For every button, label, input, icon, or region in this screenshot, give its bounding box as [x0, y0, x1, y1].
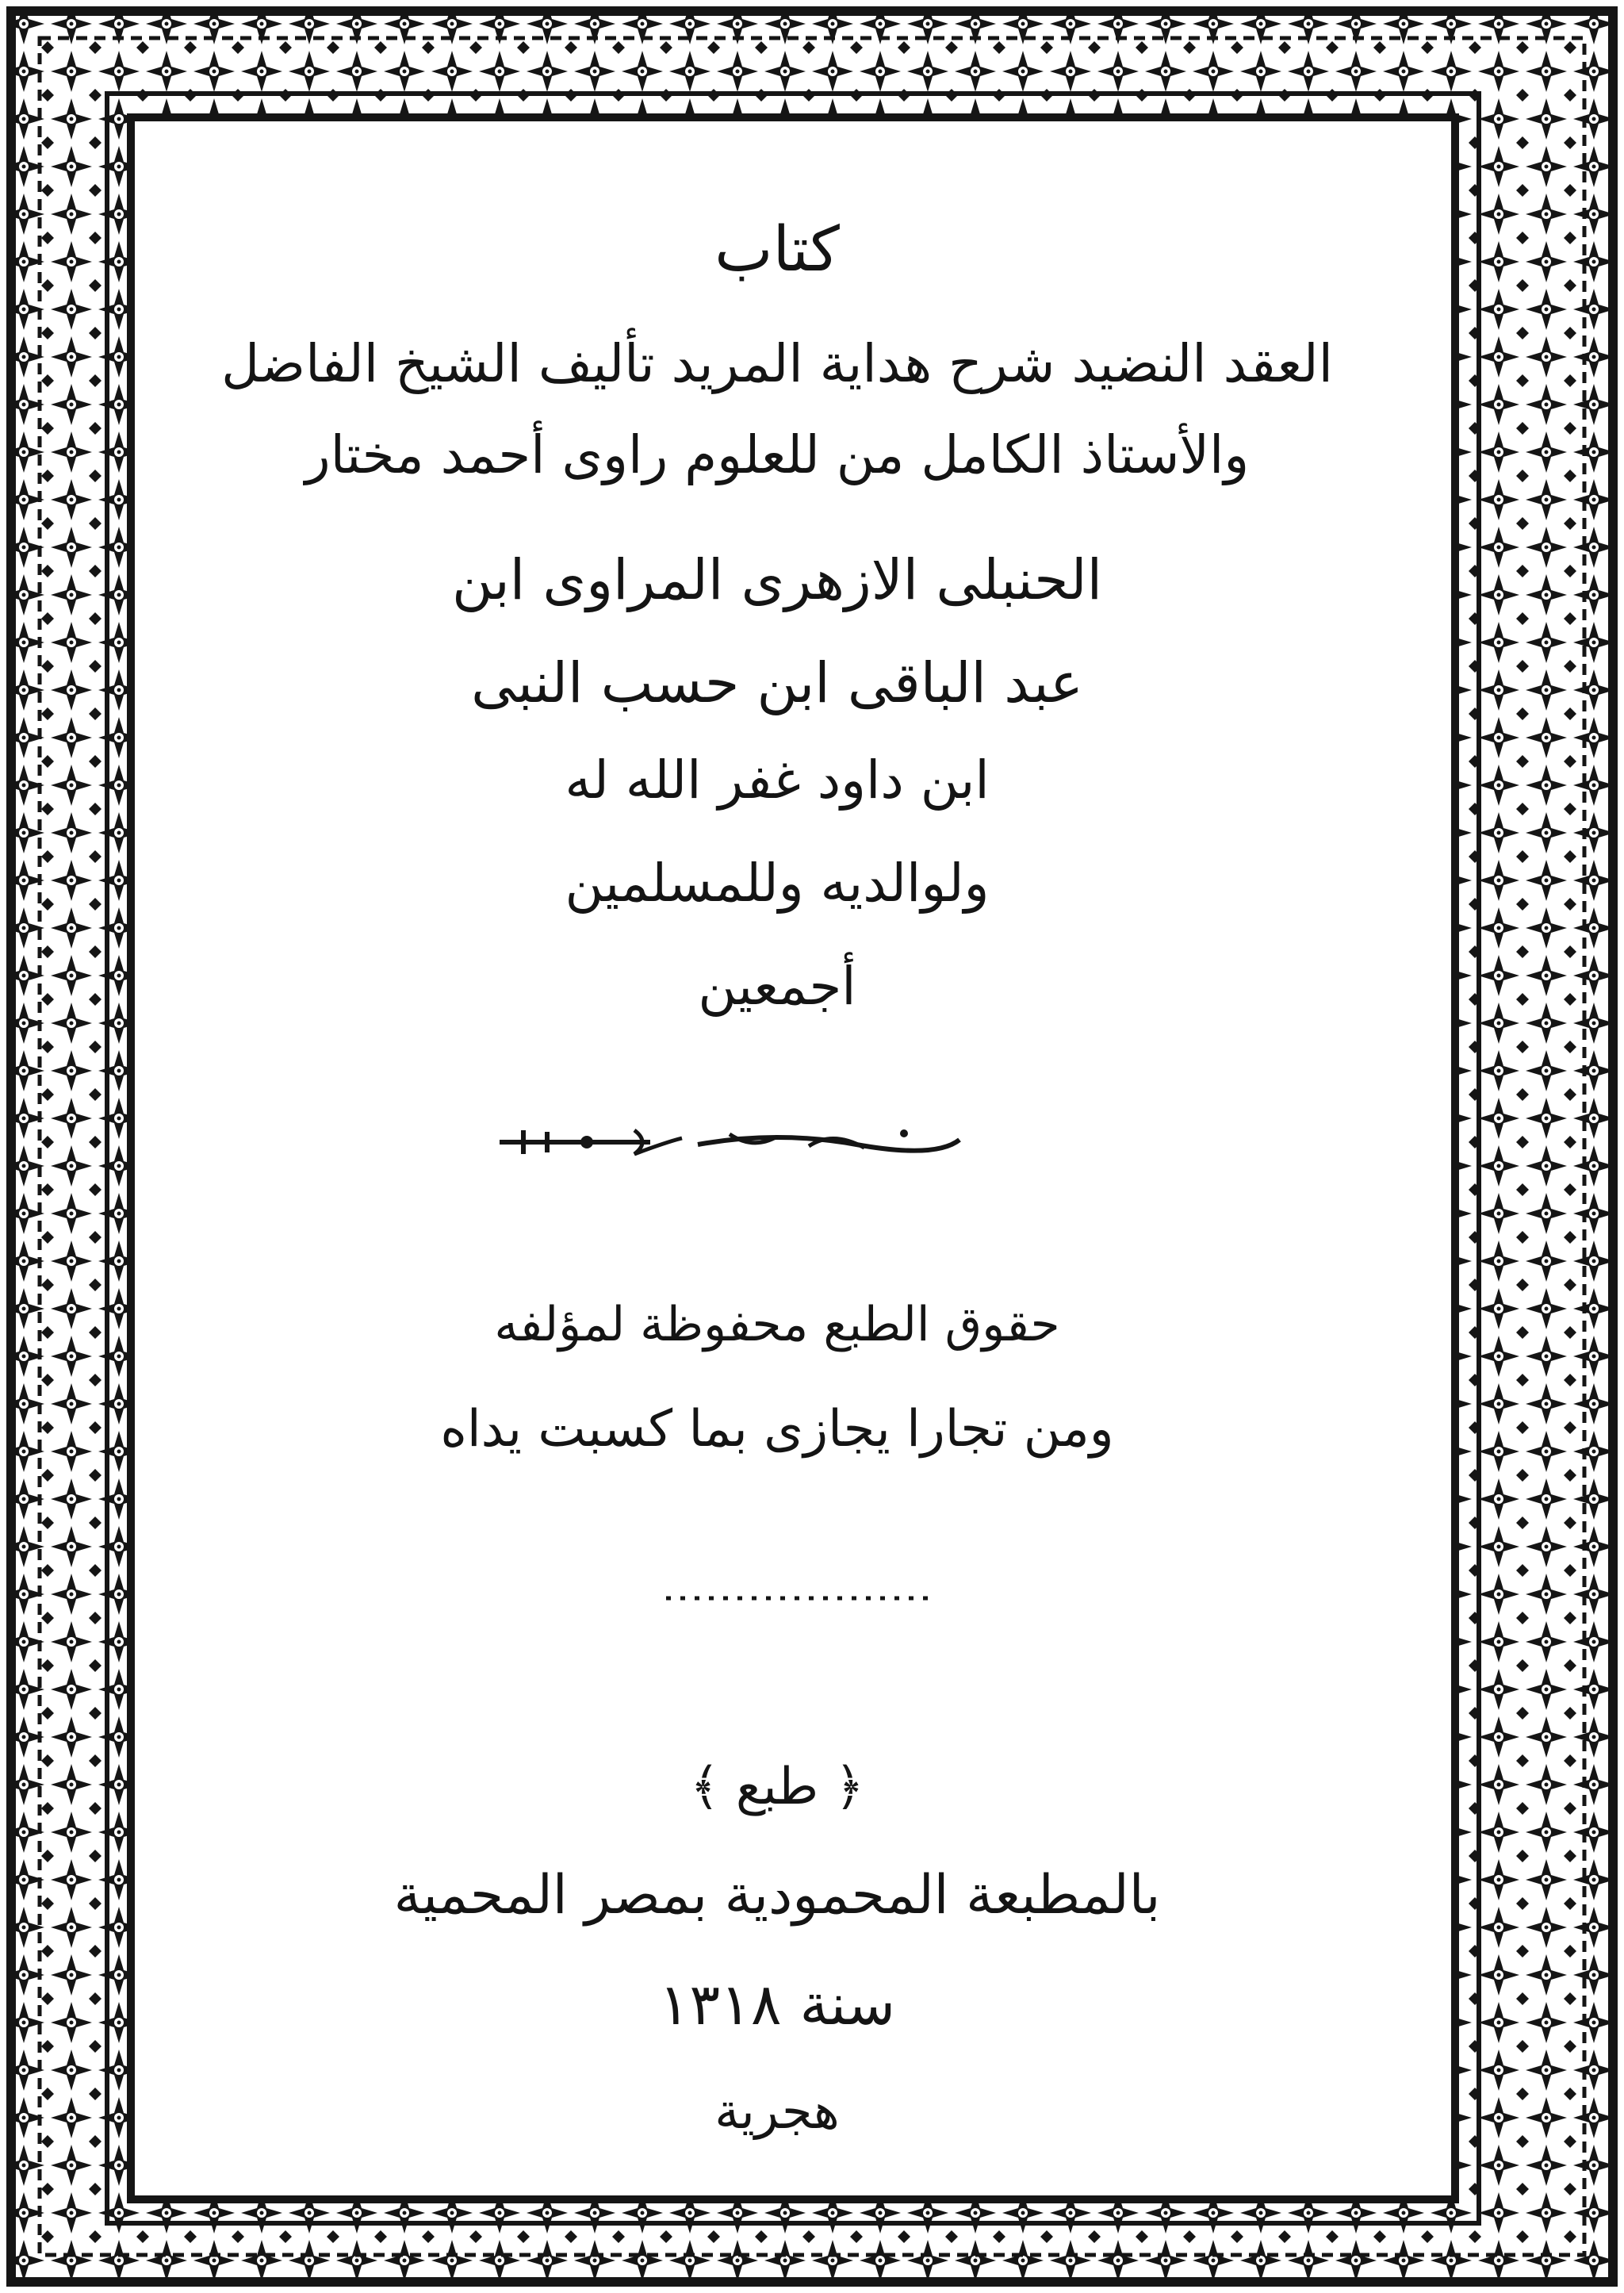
book-label: كتاب	[714, 214, 840, 286]
copyright-line-1: حقوق الطبع محفوظة لمؤلفه	[494, 1297, 1060, 1352]
title-line-6: ابن داود غفر الله له	[565, 750, 990, 811]
title-line-5: عبد الباقى ابن حسب النبى	[471, 650, 1083, 715]
printing-press: بالمطبعة المحمودية بمصر المحمية	[393, 1864, 1161, 1927]
printing-heading: ﴿ طبع ﴾	[690, 1758, 864, 1816]
printing-year: سنة ١٣١٨	[658, 1971, 896, 2038]
copyright-line-2: ومن تجارا يجازى بما كسبت يداه	[440, 1400, 1114, 1459]
title-line-3: والأستاذ الكامل من للعلوم راوى أحمد مختار	[304, 424, 1250, 485]
title-line-8: أجمعين	[698, 956, 856, 1017]
title-line-7: ولوالديه وللمسلمين	[565, 853, 990, 914]
title-line-2: العقد النضيد شرح هداية المريد تأليف الشيخ الفاضل	[221, 333, 1333, 394]
printing-era: هجرية	[714, 2082, 840, 2140]
calligraphic-divider	[492, 1114, 967, 1170]
dotted-separator	[666, 1590, 936, 1606]
title-line-4: الحنبلى الازهرى المراوى ابن	[451, 547, 1103, 612]
